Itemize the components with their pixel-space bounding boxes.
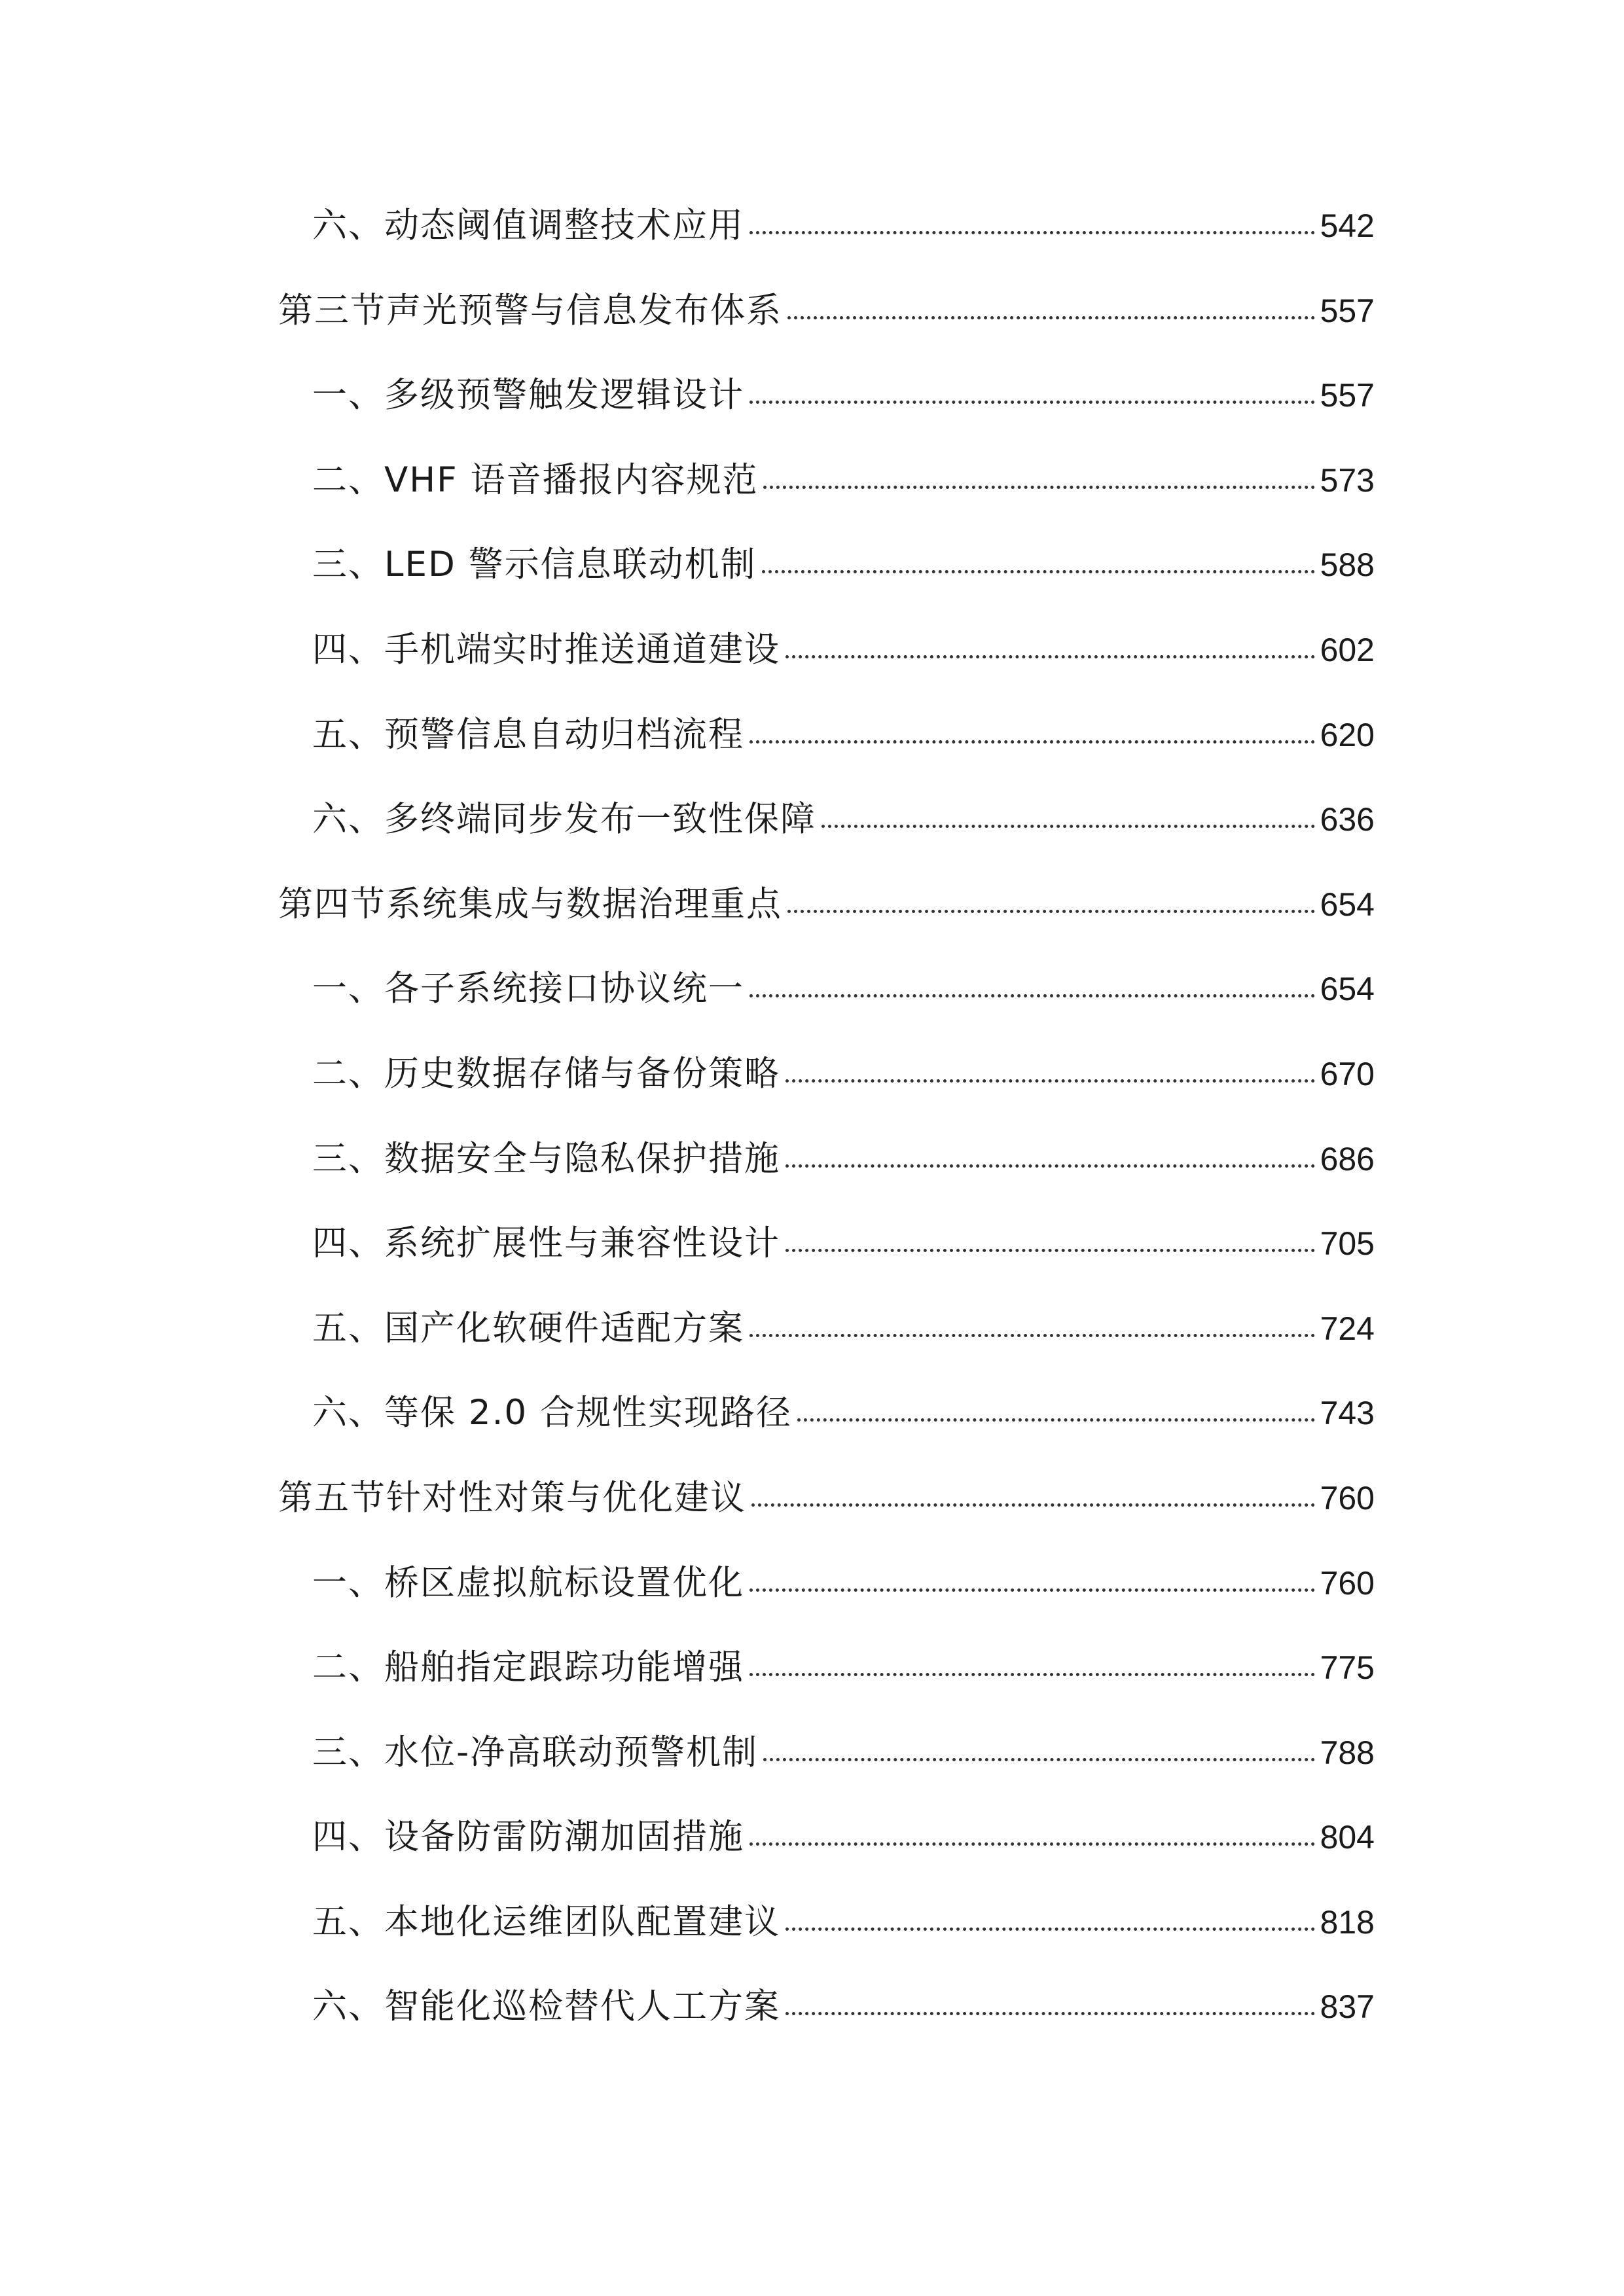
toc-entry-title: 六、等保 2.0 合规性实现路径 [312,1393,792,1433]
toc-entry-title: 六、多终端同步发布一致性保障 [312,799,816,840]
toc-entry-page: 557 [1320,377,1375,414]
toc-entry-page: 818 [1320,1903,1375,1941]
toc-entry[interactable] [278,971,1375,1056]
toc-entry-title: 六、智能化巡检替代人工方案 [312,1986,780,2027]
toc-entry[interactable] [278,1562,1375,1651]
dot-leader [821,825,1315,828]
dot-leader [762,570,1315,573]
toc-entry-page: 602 [1320,631,1375,668]
dot-leader [785,1079,1315,1083]
toc-entry-page: 775 [1320,1649,1375,1687]
dot-leader [785,655,1315,658]
toc-entry-page: 686 [1320,1140,1375,1177]
toc-entry-page: 670 [1320,1055,1375,1092]
toc-entry-title: 一、桥区虚拟航标设置优化 [312,1562,744,1603]
toc-entry-page: 705 [1320,1225,1375,1263]
toc-entry-page: 760 [1320,1479,1375,1516]
toc-entry[interactable] [278,714,1375,802]
toc-entry-page: 557 [1320,292,1375,329]
dot-leader [787,910,1315,913]
toc-entry-page: 804 [1320,1819,1375,1856]
dot-leader [787,316,1315,319]
toc-entry-title: 四、手机端实时推送通道建设 [312,629,780,670]
toc-entry-title: 二、历史数据存储与备份策略 [312,1053,780,1094]
toc-entry-title: 四、系统扩展性与兼容性设计 [312,1223,780,1264]
toc-entry-page: 588 [1320,547,1375,584]
dot-leader [749,1842,1315,1846]
dot-leader [785,1928,1315,1931]
toc-entry-title: 第五节针对性对策与优化建议 [278,1477,746,1518]
toc-entry-page: 542 [1320,207,1375,244]
toc-entry[interactable] [278,1901,1375,1990]
dot-leader [749,994,1315,997]
toc-entry-page: 636 [1320,801,1375,838]
toc-entry[interactable] [278,459,1375,548]
toc-entry-page: 760 [1320,1564,1375,1602]
dot-leader [797,1418,1315,1422]
dot-leader [749,740,1315,744]
toc-entry-title: 二、VHF 语音播报内容规范 [312,459,759,500]
toc-entry-title: 第三节声光预警与信息发布体系 [278,290,782,331]
toc-entry[interactable] [278,1817,1375,1905]
toc-entry[interactable] [278,1308,1375,1396]
toc-entry[interactable] [278,1223,1375,1311]
dot-leader [785,1249,1315,1252]
toc-entry-title: 一、多级预警触发逻辑设计 [312,375,744,416]
toc-entry-title: 三、数据安全与隐私保护措施 [312,1138,780,1179]
toc-entry-page: 654 [1320,886,1375,923]
dot-leader [785,1164,1315,1168]
toc-entry-page: 654 [1320,971,1375,1008]
toc-entry-title: 二、船舶指定跟踪功能增强 [312,1647,744,1688]
dot-leader [749,1588,1315,1592]
toc-entry-page: 788 [1320,1734,1375,1771]
toc-section-entry[interactable] [278,1477,1375,1566]
dot-leader [763,1758,1314,1761]
toc-entry-title: 一、各子系统接口协议统一 [312,969,744,1009]
dot-leader [749,1673,1315,1676]
toc-entry-title: 三、LED 警示信息联动机制 [312,545,757,585]
toc-entry[interactable] [278,1647,1375,1735]
toc-entry-title: 五、预警信息自动归档流程 [312,714,744,755]
toc-entry[interactable] [278,1732,1375,1820]
toc-entry[interactable] [278,629,1375,717]
dot-leader [751,1503,1315,1507]
dot-leader [749,1334,1315,1337]
dot-leader [749,401,1315,404]
toc-entry-page: 724 [1320,1310,1375,1347]
toc-entry[interactable] [278,1986,1375,2074]
toc-entry[interactable] [278,799,1375,887]
toc-entry-title: 四、设备防雷防潮加固措施 [312,1817,744,1857]
toc-entry-title: 三、水位-净高联动预警机制 [312,1732,759,1772]
toc-entry[interactable] [278,375,1375,463]
toc-entry-page: 837 [1320,1988,1375,2026]
dot-leader [785,2012,1315,2015]
toc-entry[interactable] [278,547,1375,632]
toc-section-entry[interactable] [278,884,1375,972]
toc-entry-page: 743 [1320,1395,1375,1432]
toc-entry[interactable] [278,1138,1375,1227]
toc-entry-title: 五、国产化软硬件适配方案 [312,1308,744,1348]
table-of-contents [278,208,1375,2074]
dot-leader [763,486,1314,489]
toc-section-entry[interactable] [278,290,1375,378]
toc-entry-title: 第四节系统集成与数据治理重点 [278,884,782,924]
toc-entry-title: 六、动态阈值调整技术应用 [312,206,744,245]
toc-entry-title: 五、本地化运维团队配置建议 [312,1901,780,1942]
dot-leader [749,231,1315,234]
toc-entry[interactable] [278,208,1375,293]
toc-entry[interactable] [278,1395,1375,1480]
toc-entry-page: 620 [1320,716,1375,753]
toc-entry-page: 573 [1320,461,1375,499]
toc-entry[interactable] [278,1053,1375,1141]
